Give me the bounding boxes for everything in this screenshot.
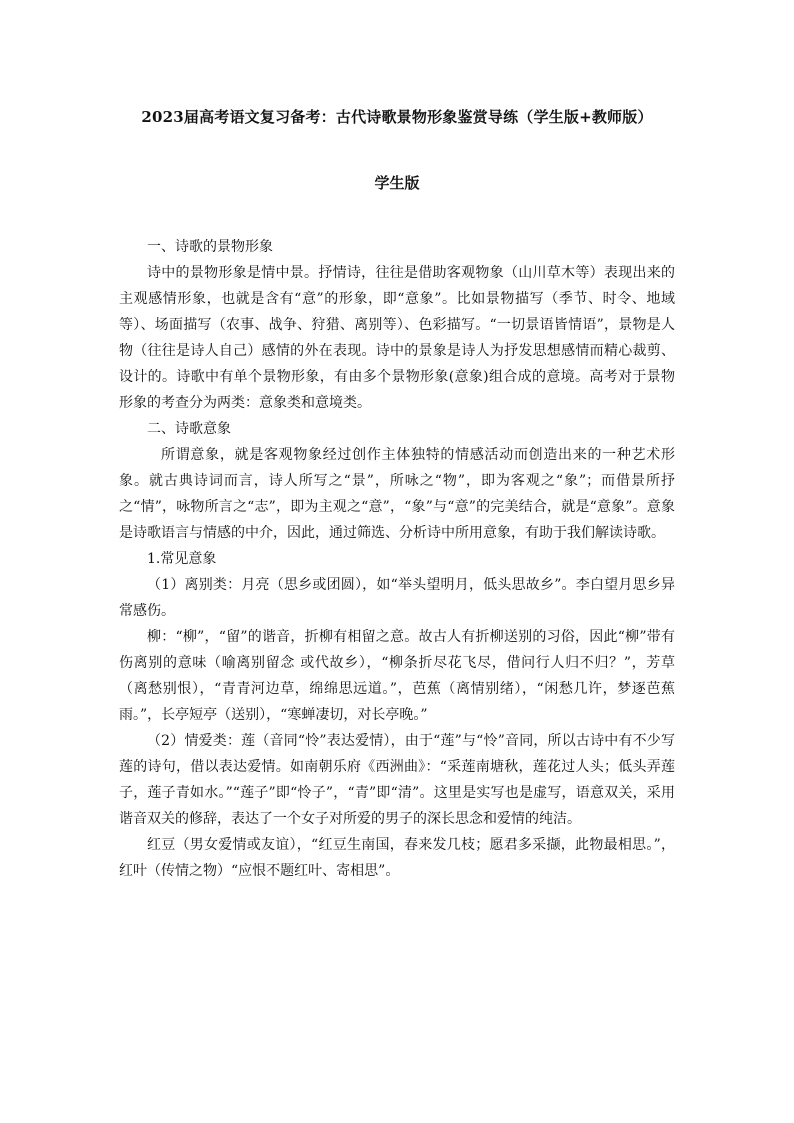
document-subtitle: 学生版 xyxy=(374,174,420,192)
document-body xyxy=(119,234,675,884)
document-title: 2023届高考语文复习备考：古代诗歌景物形象鉴赏导练（学生版+教师版） xyxy=(141,108,653,126)
paragraph-imagery: 所谓意象，就是客观物象经过创作主体独特的情感活动而创造出来的一种艺术形象。就古典诗词而言，诗人所写之“景”，所咏之“物”，即为客观之“象”；而借景所抒之“情”，咏物所言之“志”，即为主观之“意”，“象”与“意”的完美结合，就是“意象”。意象是诗歌语言与情感的中介，因此，通过筛选、分析诗中所用意象，有助于我们解读诗歌。 xyxy=(119,447,675,541)
paragraph-willow: 柳：“柳”，“留”的谐音，折柳有相留之意。故古人有折柳送别的习俗，因此“柳”带有伤离别的意味（喻离别留念 或代故乡），“柳条折尽花飞尽，借问行人归不归？”，芳草（离愁别恨），“青青河边草，绵绵思远道。”，芭蕉（离情别绪），“闲愁几许，梦逐芭蕉雨。”，长亭短亭（送别），“寒蝉凄切，对长亭晚。” xyxy=(119,629,675,723)
section-heading-scenery: 一、诗歌的景物形象 xyxy=(147,239,273,255)
paragraph-love: （2）情爱类：莲（音同“怜”表达爱情），由于“莲”与“怜”音同，所以古诗中有不少写莲的诗句，借以表达爱情。如南朝乐府《西洲曲》：“采莲南塘秋，莲花过人头；低头弄莲子，莲子青如水。”“莲子”即“怜子”，“青”即“清”。这里是实写也是虚写，语意双关，采用谐音双关的修辞，表达了一个女子对所爱的男子的深长思念和爱情的纯洁。 xyxy=(119,733,675,827)
paragraph-parting: （1）离别类：月亮（思乡或团圆），如“举头望明月，低头思故乡”。李白望月思乡异常感伤。 xyxy=(119,577,675,619)
paragraph-red-bean: 红豆（男女爱情或友谊），“红豆生南国，春来发几枝；愿君多采撷，此物最相思。”，红叶（传情之物）“应恨不题红叶、寄相思”。 xyxy=(119,837,675,879)
section-heading-imagery: 二、诗歌意象 xyxy=(147,421,231,437)
subsection-heading-common-imagery: 1.常见意象 xyxy=(147,551,217,567)
paragraph-scenery: 诗中的景物形象是情中景。抒情诗，往往是借助客观物象（山川草木等）表现出来的主观感情形象，也就是含有“意”的形象，即“意象”。比如景物描写（季节、时令、地域等）、场面描写（农事、战争、狩猎、离别等）、色彩描写。“一切景语皆情语”，景物是人物（往往是诗人自己）感情的外在表现。诗中的景象是诗人为抒发思想感情而精心裁剪、设计的。诗歌中有单个景物形象，有由多个景物形象(意象)组合成的意境。高考对于景物形象的考查分为两类：意象类和意境类。 xyxy=(119,265,675,411)
